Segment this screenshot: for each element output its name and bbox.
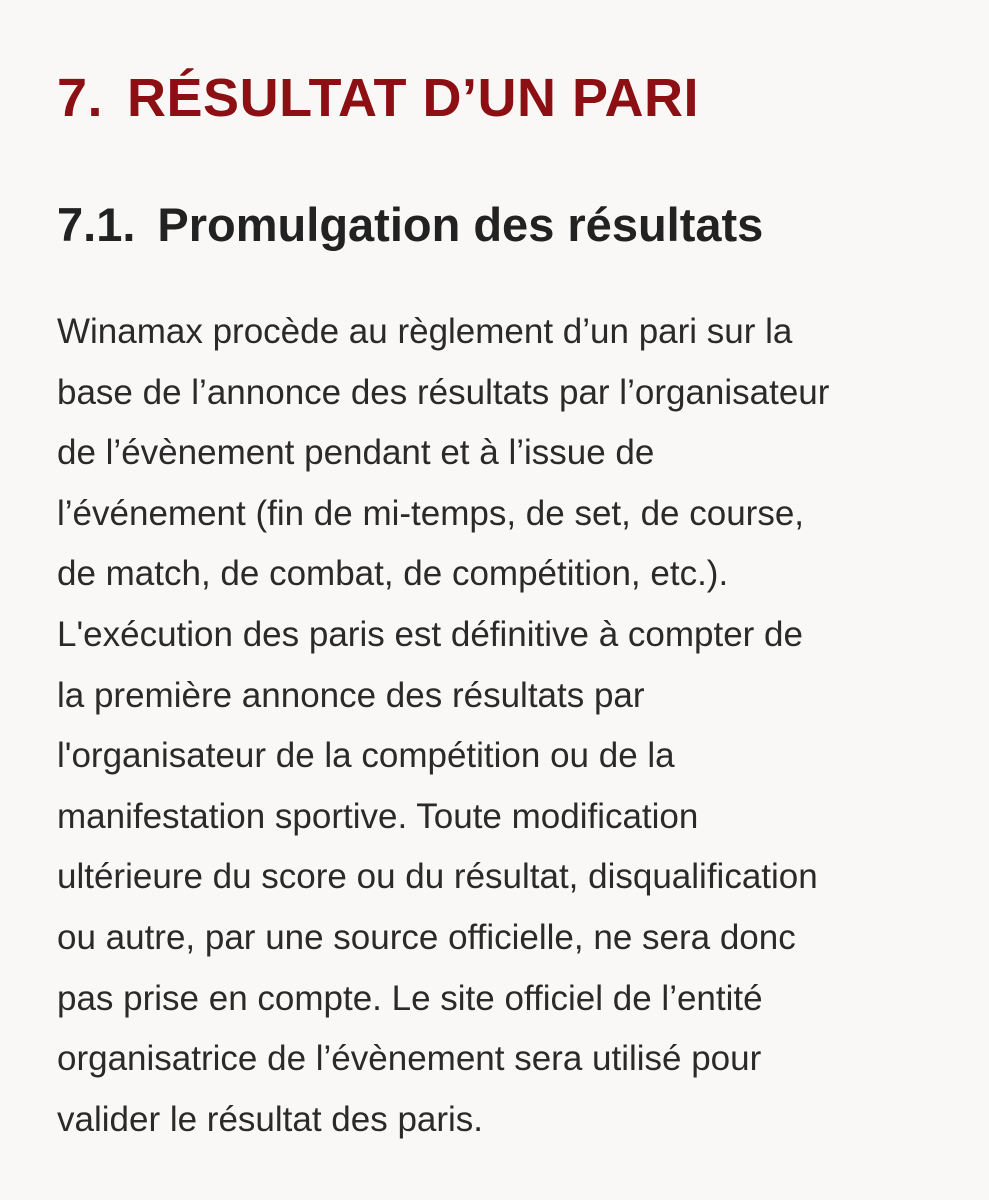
section-number: 7. <box>57 68 104 128</box>
body-line: de l’évènement pendant et à l’issue de <box>57 433 655 473</box>
subsection-title <box>57 192 763 258</box>
body-line: organisatrice de l’évènement sera utilisé pour <box>57 1039 762 1079</box>
section-title <box>57 62 699 134</box>
body-line: l'organisateur de la compétition ou de la <box>57 736 675 776</box>
body-line: manifestation sportive. Toute modification <box>57 796 699 836</box>
body-line: Winamax procède au règlement d’un pari sur la <box>57 312 793 351</box>
body-line: de match, de combat, de compétition, etc.). <box>57 554 729 594</box>
body-line: L'exécution des paris est définitive à compter de <box>57 614 803 654</box>
section-title-text: RÉSULTAT D’UN PARI <box>127 68 700 128</box>
subsection-number: 7.1. <box>57 198 136 251</box>
body-line: la première annonce des résultats par <box>57 675 645 715</box>
body-line: pas prise en compte. Le site officiel de l’entité <box>57 978 763 1018</box>
body-paragraph <box>57 302 957 1150</box>
body-line: ultérieure du score ou du résultat, disqualification <box>57 857 818 897</box>
subsection-title-text: Promulgation des résultats <box>157 198 764 251</box>
body-line: ou autre, par une source officielle, ne sera donc <box>57 917 796 957</box>
body-line: base de l’annonce des résultats par l’organisateur <box>57 372 830 412</box>
body-line: valider le résultat des paris. <box>57 1099 484 1139</box>
body-line: l’événement (fin de mi-temps, de set, de course, <box>57 493 805 533</box>
